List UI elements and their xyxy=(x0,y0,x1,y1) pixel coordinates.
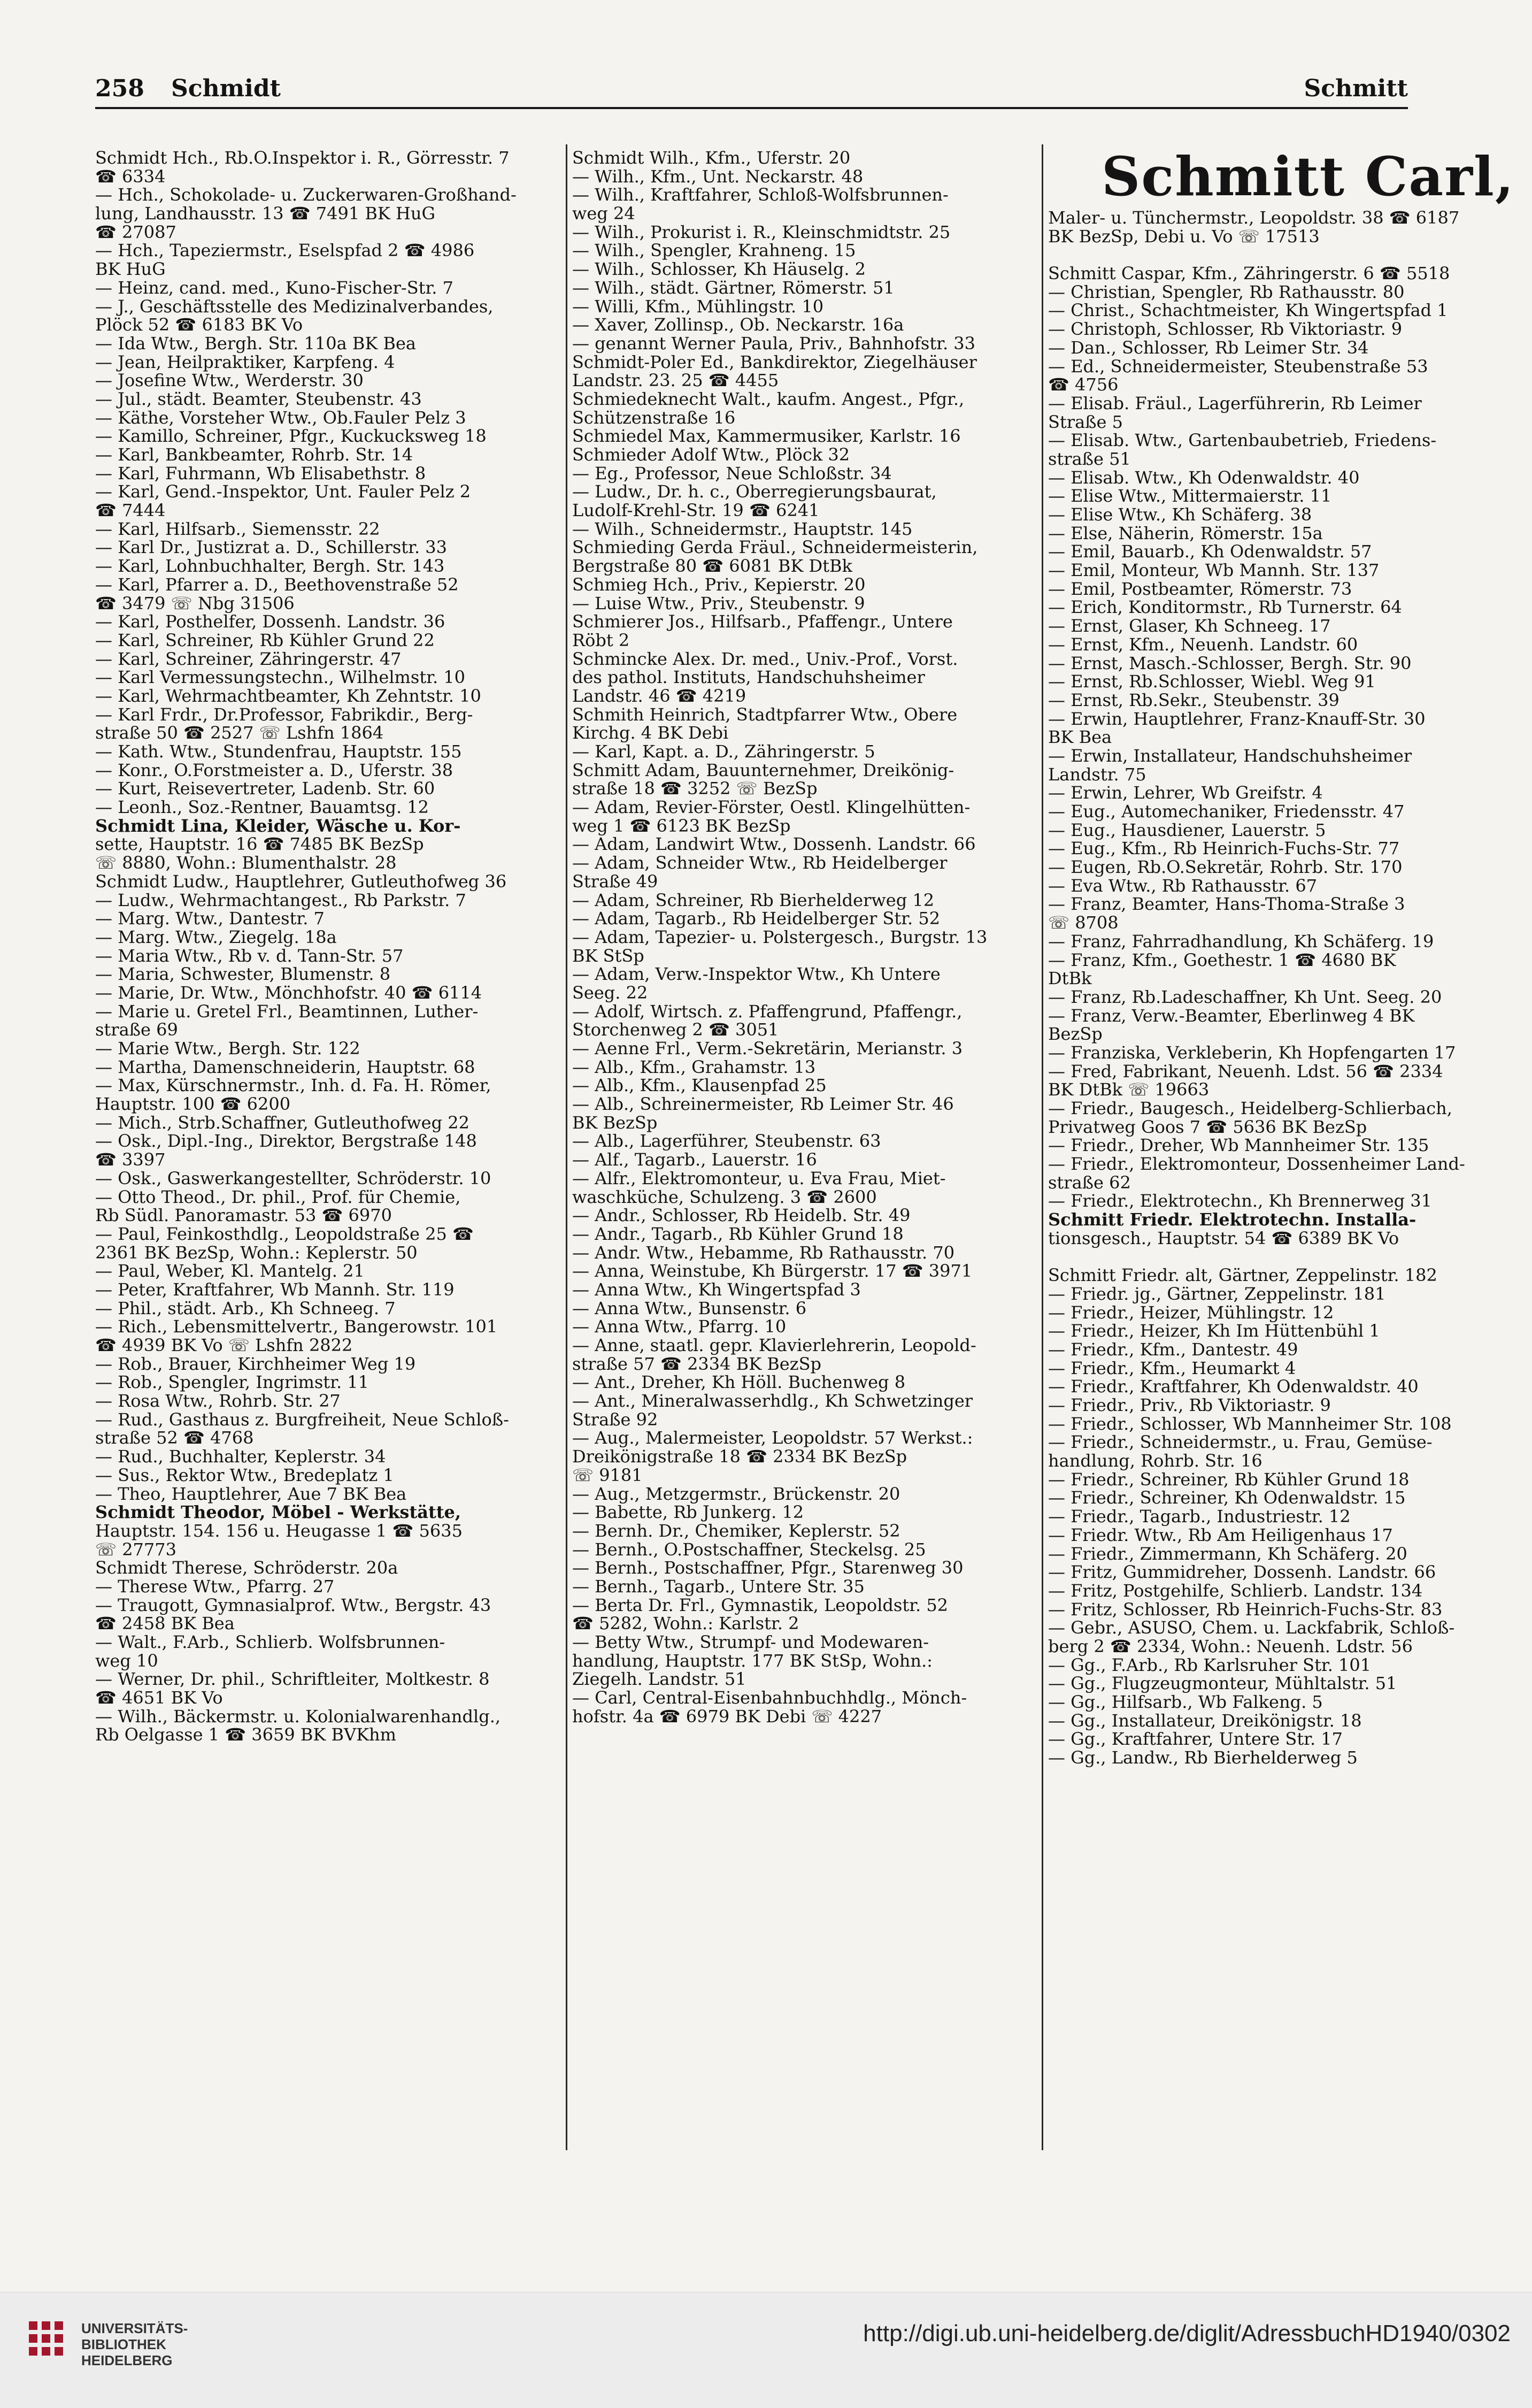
directory-entry: — Bernh., Postschaffner, Pfgr., Starenweg 30 xyxy=(572,1558,964,1578)
directory-entry: Seeg. 22 xyxy=(572,982,648,1003)
directory-entry: — Rob., Brauer, Kirchheimer Weg 19 xyxy=(95,1353,416,1374)
directory-entry: — Jul., städt. Beamter, Steubenstr. 43 xyxy=(95,388,422,409)
directory-entry: ☎ 4651 BK Vo xyxy=(95,1688,223,1708)
directory-entry: — Wilh., Kraftfahrer, Schloß-Wolfsbrunnen- xyxy=(572,185,949,205)
directory-entry: BK BezSp, Debi u. Vo ☏ 17513 xyxy=(1048,226,1320,247)
directory-entry: — Osk., Dipl.-Ing., Direktor, Bergstraße 148 xyxy=(95,1131,477,1152)
directory-entry: — Willi, Kfm., Mühlingstr. 10 xyxy=(572,296,824,317)
directory-entry: BezSp xyxy=(1048,1024,1103,1045)
directory-column-2 xyxy=(572,149,1037,1726)
page-number: 258 xyxy=(95,75,144,102)
directory-entry: — Erich, Konditormstr., Rb Turnerstr. 64 xyxy=(1048,597,1402,618)
directory-entry: ☎ 2458 BK Bea xyxy=(95,1613,235,1634)
directory-entry: Schmitt Friedr. Elektrotechn. Installa- xyxy=(1048,1209,1416,1230)
directory-entry: — Friedr., Kfm., Heumarkt 4 xyxy=(1048,1358,1296,1378)
directory-entry: — Josefine Wtw., Werderstr. 30 xyxy=(95,370,364,391)
header-rule xyxy=(95,107,1408,109)
directory-entry: — Rud., Buchhalter, Keplerstr. 34 xyxy=(95,1446,386,1467)
directory-column-1 xyxy=(95,149,560,1744)
directory-entry: Röbt 2 xyxy=(572,630,630,650)
directory-entry: — Aenne Frl., Verm.-Sekretärin, Merianstr. 3 xyxy=(572,1038,963,1059)
directory-entry: waschküche, Schulzeng. 3 ☎ 2600 xyxy=(572,1186,877,1207)
directory-entry: — Adam, Tagarb., Rb Heidelberger Str. 52 xyxy=(572,908,941,929)
directory-entry: — Ernst, Kfm., Neuenh. Landstr. 60 xyxy=(1048,634,1358,655)
directory-entry: — Friedr., Baugesch., Heidelberg-Schlierbach, xyxy=(1048,1098,1452,1118)
directory-entry: — Gebr., ASUSO, Chem. u. Lackfabrik, Schloß- xyxy=(1048,1617,1455,1638)
directory-entry: — Andr. Wtw., Hebamme, Rb Rathausstr. 70 xyxy=(572,1242,955,1263)
directory-entry: — Friedr., Schlosser, Wb Mannheimer Str. 108 xyxy=(1048,1413,1452,1434)
directory-entry: — Friedr., Zimmermann, Kh Schäferg. 20 xyxy=(1048,1543,1407,1564)
viewer-footer xyxy=(0,2292,1532,2408)
directory-entry: — Hch., Schokolade- u. Zuckerwaren-Großhand- xyxy=(95,185,517,205)
directory-entry: — Franziska, Verkleberin, Kh Hopfengarten 17 xyxy=(1048,1042,1456,1063)
directory-entry: — Ant., Dreher, Kh Höll. Buchenweg 8 xyxy=(572,1372,906,1393)
column-divider xyxy=(566,144,567,2150)
directory-entry: — Phil., städt. Arb., Kh Schneeg. 7 xyxy=(95,1298,396,1318)
directory-entry: — Heinz, cand. med., Kuno-Fischer-Str. 7 xyxy=(95,277,453,298)
directory-entry: weg 10 xyxy=(95,1650,158,1671)
directory-entry: — Christian, Spengler, Rb Rathausstr. 80 xyxy=(1048,281,1405,302)
directory-entry: — Friedr., Schreiner, Rb Kühler Grund 18 xyxy=(1048,1469,1410,1490)
directory-entry: — Betty Wtw., Strumpf- und Modewaren- xyxy=(572,1632,929,1652)
directory-entry: — Wilh., Schlosser, Kh Häuselg. 2 xyxy=(572,259,866,280)
directory-entry: — Eug., Hausdiener, Lauerstr. 5 xyxy=(1048,819,1326,840)
directory-entry: — Erwin, Hauptlehrer, Franz-Knauff-Str. 30 xyxy=(1048,708,1426,729)
directory-entry: ☏ 27773 xyxy=(95,1539,176,1560)
directory-entry: Dreikönigstraße 18 ☎ 2334 BK BezSp xyxy=(572,1446,907,1467)
directory-entry: — Ernst, Rb.Sekr., Steubenstr. 39 xyxy=(1048,689,1339,710)
directory-entry: — Andr., Tagarb., Rb Kühler Grund 18 xyxy=(572,1223,904,1244)
directory-entry: des pathol. Instituts, Handschuhsheimer xyxy=(572,667,925,688)
directory-entry: straße 51 xyxy=(1048,448,1131,469)
directory-entry: — Ida Wtw., Bergh. Str. 110a BK Bea xyxy=(95,333,416,354)
directory-entry: — Else, Näherin, Römerstr. 15a xyxy=(1048,523,1323,543)
directory-entry: — Eug., Automechaniker, Friedensstr. 47 xyxy=(1048,801,1405,822)
directory-entry: — Max, Kürschnermstr., Inh. d. Fa. H. Römer, xyxy=(95,1075,491,1096)
directory-entry: — Kath. Wtw., Stundenfrau, Hauptstr. 155 xyxy=(95,741,462,762)
directory-entry: — Sus., Rektor Wtw., Bredeplatz 1 xyxy=(95,1464,394,1485)
directory-entry: — Gg., Flugzeugmonteur, Mühltalstr. 51 xyxy=(1048,1673,1397,1694)
directory-entry: — Alfr., Elektromonteur, u. Eva Frau, Miet- xyxy=(572,1168,946,1188)
directory-entry: — Marie, Dr. Wtw., Mönchhofstr. 40 ☎ 6114 xyxy=(95,982,482,1003)
directory-entry: — Friedr., Heizer, Kh Im Hüttenbühl 1 xyxy=(1048,1321,1380,1341)
directory-entry: Schmidt Therese, Schröderstr. 20a xyxy=(95,1558,398,1578)
directory-entry: — Friedr., Kraftfahrer, Kh Odenwaldstr. 40 xyxy=(1048,1376,1419,1397)
directory-entry: — Rich., Lebensmittelvertr., Bangerowstr. 101 xyxy=(95,1316,498,1337)
directory-entry: — Elisab. Wtw., Kh Odenwaldstr. 40 xyxy=(1048,467,1360,488)
directory-entry: — Karl, Schreiner, Rb Kühler Grund 22 xyxy=(95,630,435,650)
directory-entry: — Ludw., Wehrmachtangest., Rb Parkstr. 7 xyxy=(95,889,466,910)
directory-entry: — Ant., Mineralwasserhdlg., Kh Schwetzinger xyxy=(572,1391,973,1412)
directory-entry: — Friedr., Tagarb., Industriestr. 12 xyxy=(1048,1506,1351,1527)
directory-entry: BK StSp xyxy=(572,945,644,966)
directory-entry: Schmitt Friedr. alt, Gärtner, Zeppelinstr. 182 xyxy=(1048,1265,1437,1286)
directory-entry: tionsgesch., Hauptstr. 54 ☎ 6389 BK Vo xyxy=(1048,1228,1399,1248)
directory-entry: — Adam, Schreiner, Rb Bierhelderweg 12 xyxy=(572,889,935,910)
directory-entry: — Therese Wtw., Pfarrg. 27 xyxy=(95,1576,335,1597)
directory-entry: handlung, Rohrb. Str. 16 xyxy=(1048,1451,1262,1471)
directory-entry: — genannt Werner Paula, Priv., Bahnhofstr. 33 xyxy=(572,333,976,354)
directory-entry: — Jean, Heilpraktiker, Karpfeng. 4 xyxy=(95,351,395,372)
directory-entry: — Elise Wtw., Mittermaierstr. 11 xyxy=(1048,486,1332,507)
directory-entry: — Gg., Hilfsarb., Wb Falkeng. 5 xyxy=(1048,1692,1323,1712)
directory-entry: — Karl, Pfarrer a. D., Beethovenstraße 52 xyxy=(95,574,459,595)
directory-entry: Ludolf-Krehl-Str. 19 ☎ 6241 xyxy=(572,500,820,521)
directory-entry: — Aug., Metzgermstr., Brückenstr. 20 xyxy=(572,1483,900,1504)
directory-entry: — Eug., Kfm., Rb Heinrich-Fuchs-Str. 77 xyxy=(1048,838,1400,859)
directory-entry: — Marg. Wtw., Dantestr. 7 xyxy=(95,908,325,929)
directory-entry: — Kamillo, Schreiner, Pfgr., Kuckucksweg 18 xyxy=(95,426,487,447)
library-name-line: BIBLIOTHEK xyxy=(81,2336,166,2352)
directory-entry: — Bernh. Dr., Chemiker, Keplerstr. 52 xyxy=(572,1520,900,1541)
directory-entry: ☏ 9181 xyxy=(572,1464,643,1485)
directory-entry: — Käthe, Vorsteher Wtw., Ob.Fauler Pelz 3 xyxy=(95,407,466,428)
directory-entry: — Otto Theod., Dr. phil., Prof. für Chemie, xyxy=(95,1186,461,1207)
directory-entry: Landstr. 46 ☎ 4219 xyxy=(572,685,746,706)
directory-entry: BK HuG xyxy=(95,259,166,280)
directory-entry: Straße 49 xyxy=(572,871,658,892)
directory-entry: sette, Hauptstr. 16 ☎ 7485 BK BezSp xyxy=(95,834,424,855)
directory-entry: — Rob., Spengler, Ingrimstr. 11 xyxy=(95,1372,369,1393)
directory-entry: — Adam, Revier-Förster, Oestl. Klingelhütten- xyxy=(572,797,971,818)
directory-entry: — Karl, Schreiner, Zähringerstr. 47 xyxy=(95,648,402,669)
directory-entry: — Karl Dr., Justizrat a. D., Schillerstr. 33 xyxy=(95,537,447,558)
directory-entry: — Leonh., Soz.-Rentner, Bauamtsg. 12 xyxy=(95,797,429,818)
directory-entry: Schützenstraße 16 xyxy=(572,407,736,428)
directory-entry: — Erwin, Installateur, Handschuhsheimer xyxy=(1048,745,1412,766)
directory-entry: — Emil, Bauarb., Kh Odenwaldstr. 57 xyxy=(1048,541,1372,562)
big-heading: Schmitt Carl, xyxy=(1102,145,1515,208)
directory-entry: Hauptstr. 100 ☎ 6200 xyxy=(95,1094,291,1115)
directory-entry: — Franz, Rb.Ladeschaffner, Kh Unt. Seeg. 20 xyxy=(1048,986,1442,1007)
directory-entry: — Gg., F.Arb., Rb Karlsruher Str. 101 xyxy=(1048,1654,1372,1675)
directory-entry: — Franz, Verw.-Beamter, Eberlinweg 4 BK xyxy=(1048,1005,1415,1026)
directory-entry: — Franz, Beamter, Hans-Thoma-Straße 3 xyxy=(1048,894,1405,915)
directory-entry: Bergstraße 80 ☎ 6081 BK DtBk xyxy=(572,556,852,577)
directory-entry: — Elise Wtw., Kh Schäferg. 38 xyxy=(1048,504,1312,525)
directory-entry: DtBk xyxy=(1048,968,1092,989)
directory-entry: — Ed., Schneidermeister, Steubenstraße 53 xyxy=(1048,356,1428,377)
library-name xyxy=(81,2320,188,2368)
directory-entry: — Friedr., Kfm., Dantestr. 49 xyxy=(1048,1339,1298,1360)
directory-entry: Schmincke Alex. Dr. med., Univ.-Prof., Vorst. xyxy=(572,648,958,669)
directory-entry: — Alb., Kfm., Klausenpfad 25 xyxy=(572,1075,827,1096)
directory-entry: — Luise Wtw., Priv., Steubenstr. 9 xyxy=(572,593,865,613)
directory-entry: Hauptstr. 154. 156 u. Heugasse 1 ☎ 5635 xyxy=(95,1520,463,1541)
directory-entry: — Friedr., Schneidermstr., u. Frau, Gemüse- xyxy=(1048,1432,1433,1453)
directory-entry: ☎ 27087 xyxy=(95,221,176,242)
directory-entry: ☎ 4756 xyxy=(1048,374,1119,395)
directory-entry: — Anna, Weinstube, Kh Bürgerstr. 17 ☎ 3971 xyxy=(572,1261,973,1282)
directory-entry: — Fritz, Gummidreher, Dossenh. Landstr. 66 xyxy=(1048,1562,1436,1583)
directory-entry: — Andr., Schlosser, Rb Heidelb. Str. 49 xyxy=(572,1205,911,1226)
directory-entry: — Christ., Schachtmeister, Kh Wingertspfad 1 xyxy=(1048,300,1448,321)
directory-entry: straße 52 ☎ 4768 xyxy=(95,1428,254,1448)
directory-entry: Landstr. 75 xyxy=(1048,764,1146,785)
directory-entry: — Karl Frdr., Dr.Professor, Fabrikdir., Berg- xyxy=(95,704,473,725)
directory-entry: — Karl, Bankbeamter, Rohrb. Str. 14 xyxy=(95,444,413,465)
directory-entry: Schmidt Hch., Rb.O.Inspektor i. R., Görresstr. 7 xyxy=(95,148,510,168)
directory-entry: Schmidt Lina, Kleider, Wäsche u. Kor- xyxy=(95,815,461,836)
directory-entry: Schmith Heinrich, Stadtpfarrer Wtw., Obere xyxy=(572,704,958,725)
directory-entry: Schmidt Theodor, Möbel - Werkstätte, xyxy=(95,1502,461,1523)
directory-entry: — Alf., Tagarb., Lauerstr. 16 xyxy=(572,1149,817,1170)
directory-entry: — Berta Dr. Frl., Gymnastik, Leopoldstr. 52 xyxy=(572,1594,949,1615)
directory-entry: — Eva Wtw., Rb Rathausstr. 67 xyxy=(1048,875,1318,896)
directory-entry: straße 69 xyxy=(95,1019,178,1040)
directory-entry: — Elisab. Wtw., Gartenbaubetrieb, Friedens- xyxy=(1048,430,1437,451)
directory-entry: — Anne, staatl. gepr. Klavierlehrerin, Leopold- xyxy=(572,1335,976,1355)
directory-column-3 xyxy=(1048,145,1515,1768)
directory-entry: ☎ 3397 xyxy=(95,1149,166,1170)
directory-entry: Schmidt Wilh., Kfm., Uferstr. 20 xyxy=(572,148,851,168)
directory-entry: handlung, Hauptstr. 177 BK StSp, Wohn.: xyxy=(572,1650,933,1671)
directory-entry: berg 2 ☎ 2334, Wohn.: Neuenh. Ldstr. 56 xyxy=(1048,1636,1413,1657)
directory-entry: — Christoph, Schlosser, Rb Viktoriastr. 9 xyxy=(1048,319,1403,340)
directory-entry: — Friedr. Wtw., Rb Am Heiligenhaus 17 xyxy=(1048,1524,1393,1545)
directory-entry: Kirchg. 4 BK Debi xyxy=(572,723,729,743)
directory-entry: straße 57 ☎ 2334 BK BezSp xyxy=(572,1353,821,1374)
directory-entry: — Franz, Kfm., Goethestr. 1 ☎ 4680 BK xyxy=(1048,949,1396,970)
directory-entry: Schmitt Caspar, Kfm., Zähringerstr. 6 ☎ 5518 xyxy=(1048,263,1450,284)
directory-entry: BK Bea xyxy=(1048,727,1112,748)
directory-entry: — Rud., Gasthaus z. Burgfreiheit, Neue Schloß- xyxy=(95,1409,509,1430)
column-divider xyxy=(1042,144,1043,2150)
directory-entry: Schmieding Gerda Fräul., Schneidermeisterin, xyxy=(572,537,978,558)
directory-entry: — Eugen, Rb.O.Sekretär, Rohrb. Str. 170 xyxy=(1048,857,1403,878)
directory-entry: ☎ 3479 ☏ Nbg 31506 xyxy=(95,593,295,613)
directory-entry: — Ernst, Rb.Schlosser, Wiebl. Weg 91 xyxy=(1048,671,1376,692)
directory-entry: Schmidt-Poler Ed., Bankdirektor, Ziegelhäuser xyxy=(572,351,977,372)
directory-entry: — Babette, Rb Junkerg. 12 xyxy=(572,1502,804,1523)
directory-entry: Plöck 52 ☎ 6183 BK Vo xyxy=(95,315,303,335)
running-head-right: Schmitt xyxy=(1304,75,1408,102)
source-url-link[interactable]: http://digi.ub.uni-heidelberg.de/diglit/AdressbuchHD1940/0302 xyxy=(863,2320,1511,2346)
directory-entry: — Gg., Kraftfahrer, Untere Str. 17 xyxy=(1048,1729,1343,1750)
directory-entry: — Konr., O.Forstmeister a. D., Uferstr. 38 xyxy=(95,760,453,780)
directory-entry: lung, Landhausstr. 13 ☎ 7491 BK HuG xyxy=(95,203,436,224)
directory-entry: — Karl, Kapt. a. D., Zähringerstr. 5 xyxy=(572,741,875,762)
directory-entry: 2361 BK BezSp, Wohn.: Keplerstr. 50 xyxy=(95,1242,418,1263)
directory-entry: — Adam, Verw.-Inspektor Wtw., Kh Untere xyxy=(572,964,941,985)
directory-entry: — Traugott, Gymnasialprof. Wtw., Bergstr. 43 xyxy=(95,1594,491,1615)
directory-entry: — Adam, Landwirt Wtw., Dossenh. Landstr. 66 xyxy=(572,834,976,855)
directory-entry: — Marie Wtw., Bergh. Str. 122 xyxy=(95,1038,360,1059)
directory-entry: — Friedr., Elektrotechn., Kh Brennerweg 31 xyxy=(1048,1191,1433,1211)
directory-entry: — Friedr., Heizer, Mühlingstr. 12 xyxy=(1048,1302,1334,1323)
directory-entry: Schmiedel Max, Kammermusiker, Karlstr. 16 xyxy=(572,426,961,447)
directory-entry: — Paul, Feinkosthdlg., Leopoldstraße 25 ☎ xyxy=(95,1223,474,1244)
directory-entry: — Karl, Gend.-Inspektor, Unt. Fauler Pelz 2 xyxy=(95,481,471,502)
directory-entry: — Alb., Lagerführer, Steubenstr. 63 xyxy=(572,1131,881,1152)
directory-entry: — Bernh., Tagarb., Untere Str. 35 xyxy=(572,1576,865,1597)
directory-entry: — Hch., Tapeziermstr., Eselspfad 2 ☎ 4986 xyxy=(95,240,475,261)
directory-entry: — Marg. Wtw., Ziegelg. 18a xyxy=(95,926,337,947)
running-head-left: Schmidt xyxy=(171,75,281,102)
directory-entry: — Adam, Tapezier- u. Polstergesch., Burgstr. 13 xyxy=(572,926,988,947)
directory-entry: Straße 92 xyxy=(572,1409,658,1430)
directory-entry: BK BezSp xyxy=(572,1112,658,1133)
directory-entry: Schmieder Adolf Wtw., Plöck 32 xyxy=(572,444,850,465)
directory-entry: — Emil, Monteur, Wb Mannh. Str. 137 xyxy=(1048,560,1380,581)
directory-entry: — Wilh., städt. Gärtner, Römerstr. 51 xyxy=(572,277,895,298)
directory-entry: — Friedr., Elektromonteur, Dossenheimer Land- xyxy=(1048,1154,1465,1175)
directory-entry: straße 50 ☎ 2527 ☏ Lshfn 1864 xyxy=(95,723,384,743)
directory-entry: — Friedr., Priv., Rb Viktoriastr. 9 xyxy=(1048,1395,1331,1415)
directory-entry: — Maria, Schwester, Blumenstr. 8 xyxy=(95,964,391,985)
directory-entry: straße 18 ☎ 3252 ☏ BezSp xyxy=(572,778,818,799)
directory-entry: — Mich., Strb.Schaffner, Gutleuthofweg 22 xyxy=(95,1112,469,1133)
directory-entry: — Alb., Schreinermeister, Rb Leimer Str. 46 xyxy=(572,1094,954,1115)
directory-entry: ☏ 8708 xyxy=(1048,912,1119,933)
directory-entry: Rb Oelgasse 1 ☎ 3659 BK BVKhm xyxy=(95,1724,396,1745)
directory-entry: weg 24 xyxy=(572,203,635,224)
directory-entry: — Gg., Installateur, Dreikönigstr. 18 xyxy=(1048,1710,1362,1731)
directory-entry: — Marie u. Gretel Frl., Beamtinnen, Luther- xyxy=(95,1001,479,1022)
directory-entry: — Emil, Postbeamter, Römerstr. 73 xyxy=(1048,578,1352,599)
directory-entry: — Kurt, Reisevertreter, Ladenb. Str. 60 xyxy=(95,778,435,799)
directory-entry: — Adam, Schneider Wtw., Rb Heidelberger xyxy=(572,853,948,873)
directory-entry: ☏ 8880, Wohn.: Blumenthalstr. 28 xyxy=(95,853,397,873)
directory-entry: — Erwin, Lehrer, Wb Greifstr. 4 xyxy=(1048,783,1323,803)
directory-entry: — Xaver, Zollinsp., Ob. Neckarstr. 16a xyxy=(572,315,904,335)
directory-entry: — Osk., Gaswerkangestellter, Schröderstr. 10 xyxy=(95,1168,491,1188)
directory-entry: — Ernst, Masch.-Schlosser, Bergh. Str. 90 xyxy=(1048,653,1412,673)
directory-entry: — Martha, Damenschneiderin, Hauptstr. 68 xyxy=(95,1056,475,1077)
directory-entry: — Fritz, Postgehilfe, Schlierb. Landstr. 134 xyxy=(1048,1580,1423,1601)
directory-entry: Rb Südl. Panoramastr. 53 ☎ 6970 xyxy=(95,1205,392,1226)
directory-entry: — Franz, Fahrradhandlung, Kh Schäferg. 19 xyxy=(1048,931,1434,952)
directory-entry: hofstr. 4a ☎ 6979 BK Debi ☏ 4227 xyxy=(572,1706,882,1727)
directory-entry: Maler- u. Tünchermstr., Leopoldstr. 38 ☎ 6187 xyxy=(1048,208,1460,228)
directory-entry: — Anna Wtw., Pfarrg. 10 xyxy=(572,1316,787,1337)
directory-entry xyxy=(1048,1248,1412,1267)
directory-entry: — Paul, Weber, Kl. Mantelg. 21 xyxy=(95,1261,365,1282)
directory-entry: Landstr. 23. 25 ☎ 4455 xyxy=(572,370,779,391)
directory-entry: — Wilh., Prokurist i. R., Kleinschmidtstr. 25 xyxy=(572,221,951,242)
directory-entry: — Bernh., O.Postschaffner, Steckelsg. 25 xyxy=(572,1539,926,1560)
directory-entry: — Elisab. Fräul., Lagerführerin, Rb Leimer xyxy=(1048,393,1422,413)
directory-entry: — Wilh., Spengler, Krahneng. 15 xyxy=(572,240,856,261)
directory-entry: — Wilh., Schneidermstr., Hauptstr. 145 xyxy=(572,518,913,539)
directory-entry: Schmierer Jos., Hilfsarb., Pfaffengr., Untere xyxy=(572,611,953,632)
directory-entry: — Anna Wtw., Kh Wingertspfad 3 xyxy=(572,1279,861,1300)
directory-entry: — Karl, Posthelfer, Dossenh. Landstr. 36 xyxy=(95,611,445,632)
directory-entry: weg 1 ☎ 6123 BK BezSp xyxy=(572,815,791,836)
directory-entry: — Walt., F.Arb., Schlierb. Wolfsbrunnen- xyxy=(95,1632,445,1652)
directory-entry: — Friedr., Schreiner, Kh Odenwaldstr. 15 xyxy=(1048,1487,1406,1508)
directory-entry: Storchenweg 2 ☎ 3051 xyxy=(572,1019,779,1040)
directory-entry: ☎ 7444 xyxy=(95,500,166,521)
directory-entry: Straße 5 xyxy=(1048,411,1123,432)
directory-entry: — J., Geschäftsstelle des Medizinalverbandes, xyxy=(95,296,494,317)
directory-entry: — Wilh., Bäckermstr. u. Kolonialwarenhandlg., xyxy=(95,1706,501,1727)
library-name-line: HEIDELBERG xyxy=(81,2352,173,2368)
university-library-logo-icon xyxy=(21,2314,71,2363)
directory-entry: — Maria Wtw., Rb v. d. Tann-Str. 57 xyxy=(95,945,404,966)
directory-entry: — Karl, Lohnbuchhalter, Bergh. Str. 143 xyxy=(95,556,445,577)
library-name-line: UNIVERSITÄTS- xyxy=(81,2320,188,2336)
directory-entry: ☎ 4939 BK Vo ☏ Lshfn 2822 xyxy=(95,1335,353,1355)
directory-entry: — Anna Wtw., Bunsenstr. 6 xyxy=(572,1298,807,1318)
directory-entry: — Rosa Wtw., Rohrb. Str. 27 xyxy=(95,1391,341,1412)
directory-entry xyxy=(1048,246,1412,264)
directory-entry: Schmieg Hch., Priv., Kepierstr. 20 xyxy=(572,574,866,595)
directory-entry: ☎ 6334 xyxy=(95,166,166,187)
directory-entry: — Gg., Landw., Rb Bierhelderweg 5 xyxy=(1048,1747,1358,1768)
directory-entry: — Alb., Kfm., Grahamstr. 13 xyxy=(572,1056,816,1077)
directory-entry: — Eg., Professor, Neue Schloßstr. 34 xyxy=(572,463,892,484)
directory-entry: — Friedr. jg., Gärtner, Zeppelinstr. 181 xyxy=(1048,1283,1386,1304)
directory-entry: Ziegelh. Landstr. 51 xyxy=(572,1669,746,1690)
directory-entry: — Peter, Kraftfahrer, Wb Mannh. Str. 119 xyxy=(95,1279,455,1300)
directory-entry: — Fred, Fabrikant, Neuenh. Ldst. 56 ☎ 2334 xyxy=(1048,1061,1443,1082)
directory-entry: — Adolf, Wirtsch. z. Pfaffengrund, Pfaffengr., xyxy=(572,1001,963,1022)
directory-entry: Privatweg Goos 7 ☎ 5636 BK BezSp xyxy=(1048,1116,1367,1137)
directory-entry: Schmiedeknecht Walt., kaufm. Angest., Pfgr., xyxy=(572,388,965,409)
directory-entry: — Ludw., Dr. h. c., Oberregierungsbaurat, xyxy=(572,481,937,502)
directory-entry: — Karl, Fuhrmann, Wb Elisabethstr. 8 xyxy=(95,463,426,484)
directory-entry: — Friedr., Dreher, Wb Mannheimer Str. 135 xyxy=(1048,1135,1429,1156)
directory-entry: — Theo, Hauptlehrer, Aue 7 BK Bea xyxy=(95,1483,407,1504)
directory-entry: — Fritz, Schlosser, Rb Heinrich-Fuchs-Str. 83 xyxy=(1048,1599,1443,1620)
directory-entry: — Karl, Hilfsarb., Siemensstr. 22 xyxy=(95,518,380,539)
directory-entry: — Karl Vermessungstechn., Wilhelmstr. 10 xyxy=(95,667,466,688)
directory-entry: — Dan., Schlosser, Rb Leimer Str. 34 xyxy=(1048,337,1369,358)
directory-entry: — Werner, Dr. phil., Schriftleiter, Moltkestr. 8 xyxy=(95,1669,490,1690)
directory-entry: ☎ 5282, Wohn.: Karlstr. 2 xyxy=(572,1613,799,1634)
directory-entry: Schmitt Adam, Bauunternehmer, Dreikönig- xyxy=(572,760,954,780)
directory-entry: straße 62 xyxy=(1048,1172,1131,1193)
directory-entry: Schmidt Ludw., Hauptlehrer, Gutleuthofweg 36 xyxy=(95,871,507,892)
directory-entry: — Karl, Wehrmachtbeamter, Kh Zehntstr. 10 xyxy=(95,685,481,706)
directory-entry: — Carl, Central-Eisenbahnbuchhdlg., Mönch- xyxy=(572,1688,967,1708)
directory-entry: — Ernst, Glaser, Kh Schneeg. 17 xyxy=(1048,616,1331,636)
directory-entry: — Wilh., Kfm., Unt. Neckarstr. 48 xyxy=(572,166,864,187)
directory-entry: — Aug., Malermeister, Leopoldstr. 57 Werkst.: xyxy=(572,1428,973,1448)
directory-entry: BK DtBk ☏ 19663 xyxy=(1048,1079,1210,1100)
